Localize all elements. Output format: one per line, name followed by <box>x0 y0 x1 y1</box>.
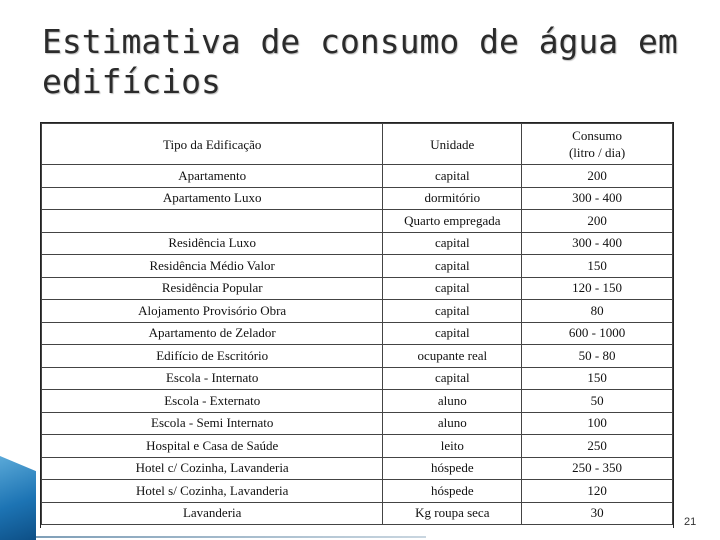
cell-tipo: Hospital e Casa de Saúde <box>42 435 383 458</box>
table-row <box>42 390 673 413</box>
cell-tipo: Hotel c/ Cozinha, Lavanderia <box>42 457 383 480</box>
cell-unidade: aluno <box>383 412 522 435</box>
table-row <box>42 165 673 188</box>
table-body <box>42 165 673 525</box>
cell-unidade: capital <box>383 232 522 255</box>
cell-consumo: 150 <box>522 367 673 390</box>
table-row <box>42 502 673 525</box>
cell-unidade: capital <box>383 300 522 323</box>
header-tipo: Tipo da Edificação <box>42 124 383 165</box>
cell-tipo: Lavanderia <box>42 502 383 525</box>
table-row <box>42 300 673 323</box>
cell-consumo: 80 <box>522 300 673 323</box>
cell-unidade: capital <box>383 165 522 188</box>
cell-unidade: capital <box>383 367 522 390</box>
cell-unidade: capital <box>383 277 522 300</box>
cell-unidade: leito <box>383 435 522 458</box>
table-row <box>42 457 673 480</box>
cell-tipo: Apartamento Luxo <box>42 187 383 210</box>
cell-consumo: 50 <box>522 390 673 413</box>
cell-consumo: 150 <box>522 255 673 278</box>
table-row <box>42 255 673 278</box>
table-row <box>42 345 673 368</box>
cell-tipo <box>42 210 383 233</box>
cell-unidade: dormitório <box>383 187 522 210</box>
blue-corner-accent <box>0 456 36 540</box>
cell-consumo: 600 - 1000 <box>522 322 673 345</box>
header-consumo-line2: (litro / dia) <box>568 145 626 160</box>
table-row <box>42 412 673 435</box>
cell-unidade: capital <box>383 255 522 278</box>
slide-number: 21 <box>684 516 697 528</box>
cell-tipo: Apartamento de Zelador <box>42 322 383 345</box>
cell-tipo: Escola - Internato <box>42 367 383 390</box>
cell-tipo: Residência Médio Valor <box>42 255 383 278</box>
table-row <box>42 187 673 210</box>
cell-consumo: 250 <box>522 435 673 458</box>
water-consumption-table <box>41 123 673 525</box>
cell-consumo: 50 - 80 <box>522 345 673 368</box>
cell-unidade: capital <box>383 322 522 345</box>
cell-unidade: aluno <box>383 390 522 413</box>
cell-consumo: 30 <box>522 502 673 525</box>
table-row <box>42 277 673 300</box>
header-unidade: Unidade <box>383 124 522 165</box>
table-header-row <box>42 124 673 165</box>
cell-consumo: 120 <box>522 480 673 503</box>
table-row <box>42 210 673 233</box>
cell-tipo: Residência Luxo <box>42 232 383 255</box>
cell-tipo: Residência Popular <box>42 277 383 300</box>
slide-title: Estimativa de consumo de água em edifícios <box>42 22 678 101</box>
cell-unidade: ocupante real <box>383 345 522 368</box>
cell-consumo: 100 <box>522 412 673 435</box>
table-row <box>42 322 673 345</box>
cell-tipo: Edifício de Escritório <box>42 345 383 368</box>
table-row <box>42 480 673 503</box>
table-row <box>42 232 673 255</box>
cell-tipo: Hotel s/ Cozinha, Lavanderia <box>42 480 383 503</box>
cell-consumo: 300 - 400 <box>522 187 673 210</box>
cell-unidade: hóspede <box>383 457 522 480</box>
table-row <box>42 435 673 458</box>
cell-consumo: 250 - 350 <box>522 457 673 480</box>
cell-consumo: 120 - 150 <box>522 277 673 300</box>
cell-consumo: 300 - 400 <box>522 232 673 255</box>
cell-tipo: Apartamento <box>42 165 383 188</box>
table-row <box>42 367 673 390</box>
cell-consumo: 200 <box>522 210 673 233</box>
cell-tipo: Escola - Semi Internato <box>42 412 383 435</box>
bottom-rule <box>36 536 426 538</box>
cell-unidade: Kg roupa seca <box>383 502 522 525</box>
cell-unidade: Quarto empregada <box>383 210 522 233</box>
cell-tipo: Escola - Externato <box>42 390 383 413</box>
cell-consumo: 200 <box>522 165 673 188</box>
header-consumo-line1: Consumo <box>572 128 623 143</box>
cell-tipo: Alojamento Provisório Obra <box>42 300 383 323</box>
cell-unidade: hóspede <box>383 480 522 503</box>
header-consumo <box>522 124 673 165</box>
